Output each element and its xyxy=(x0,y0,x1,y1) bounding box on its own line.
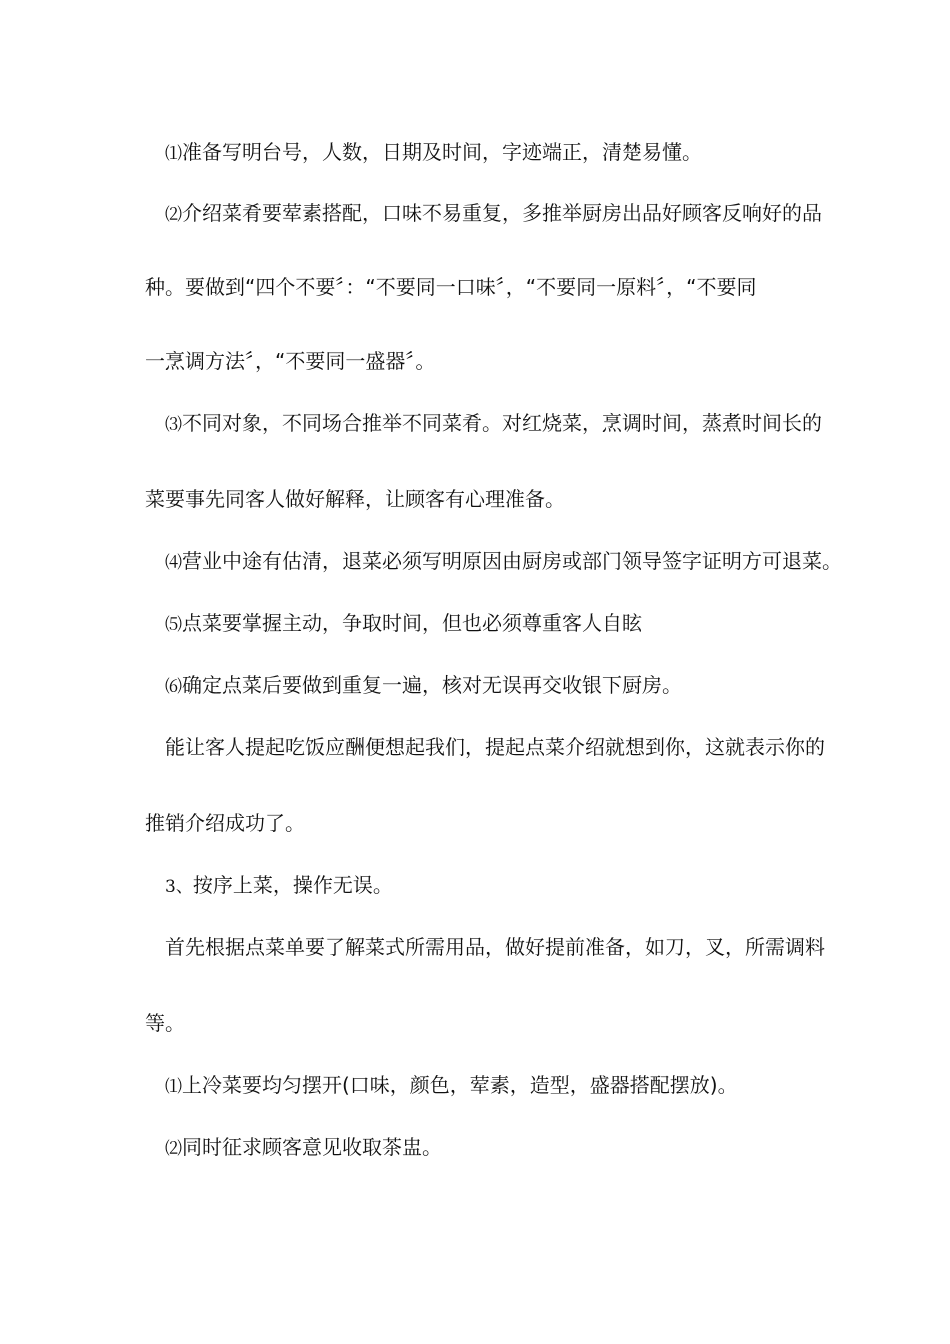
line-text: 首先根据点菜单要了解菜式所需用品，做好提前准备，如刀，叉，所需调料 xyxy=(165,935,825,959)
line-text: 按序上菜，操作无误。 xyxy=(192,873,393,897)
line-text: 种。要做到“四个不要〞：“不要同一口味〞，“不要同一原料〞，“不要同 xyxy=(145,275,757,299)
line-text: 等。 xyxy=(145,1011,185,1035)
line-text: 推销介绍成功了。 xyxy=(145,811,305,835)
line-text: 确定点菜后要做到重复一遍，核对无误再交收银下厨房。 xyxy=(182,673,682,697)
paragraph-line xyxy=(165,870,393,900)
paragraph-line xyxy=(165,1070,738,1100)
line-text: 营业中途有估清，退菜必须写明原因由厨房或部门领导签字证明方可退菜。 xyxy=(182,549,842,573)
paragraph-line xyxy=(165,608,642,638)
paragraph-line xyxy=(145,272,756,302)
item-number: ⑷ xyxy=(165,553,182,573)
line-text: 介绍菜肴要荤素搭配，口味不易重复，多推举厨房出品好顾客反响好的品 xyxy=(182,201,822,225)
paragraph-line xyxy=(165,1132,442,1162)
line-text: 点菜要掌握主动，争取时间，但也必须尊重客人自眩 xyxy=(182,611,642,635)
paragraph-line xyxy=(145,1008,185,1038)
paragraph-line xyxy=(165,408,822,438)
paragraph-line xyxy=(145,808,305,838)
paragraph-line xyxy=(165,198,822,228)
item-number: ⑸ xyxy=(165,615,182,635)
line-text: 同时征求顾客意见收取茶盅。 xyxy=(182,1135,442,1159)
paragraph-line xyxy=(165,732,825,762)
paragraph-line xyxy=(145,484,565,514)
paragraph-line xyxy=(165,670,682,700)
line-text: 能让客人提起吃饭应酬便想起我们，提起点菜介绍就想到你，这就表示你的 xyxy=(165,735,825,759)
item-number: ⑵ xyxy=(165,205,182,225)
line-text: 准备写明台号，人数，日期及时间，字迹端正，清楚易懂。 xyxy=(182,140,702,164)
line-text: 菜要事先同客人做好解释，让顾客有心理准备。 xyxy=(145,487,565,511)
item-number: ⑶ xyxy=(165,415,182,435)
item-number: ⑵ xyxy=(165,1139,182,1159)
paragraph-line xyxy=(145,346,435,376)
paragraph-line xyxy=(165,932,825,962)
paragraph-line xyxy=(165,137,702,167)
item-number: ⑴ xyxy=(165,1077,182,1097)
item-number: ⑹ xyxy=(165,677,182,697)
line-text: 不同对象，不同场合推举不同菜肴。对红烧菜，烹调时间，蒸煮时间长的 xyxy=(182,411,822,435)
line-text: 一烹调方法〞，“不要同一盛器〞。 xyxy=(145,349,436,373)
line-text: 上冷菜要均匀摆开(口味，颜色，荤素，造型，盛器搭配摆放)。 xyxy=(182,1073,738,1097)
item-number: 3、 xyxy=(165,877,193,897)
paragraph-line xyxy=(165,546,842,576)
item-number: ⑴ xyxy=(165,144,182,164)
